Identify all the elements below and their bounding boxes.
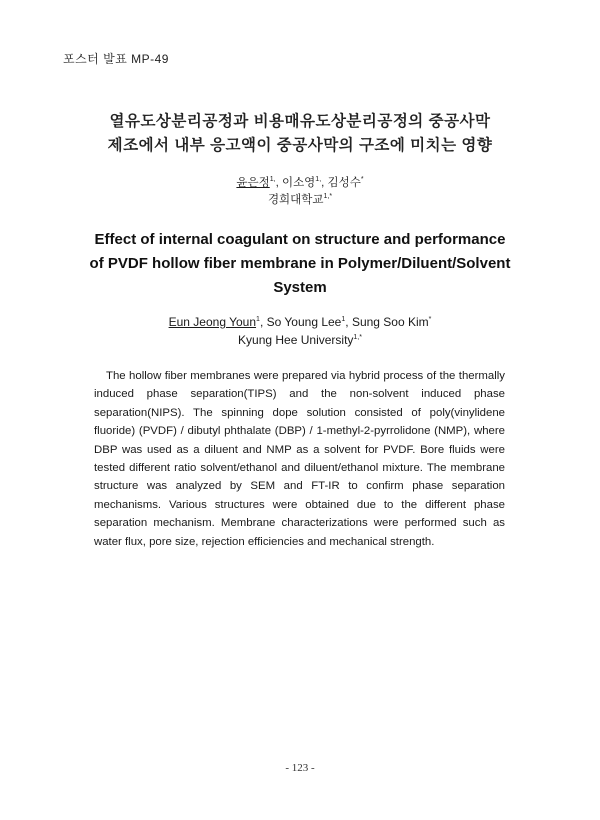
english-title-line-1: Effect of internal coagulant on structure and performance	[94, 231, 506, 248]
english-title-line-3: System	[273, 279, 327, 296]
author: 윤은정$^{1,}$,	[236, 176, 282, 189]
english-title	[0, 228, 600, 300]
english-affiliation: Kyung Hee University$^{1,*}$	[238, 333, 362, 347]
korean-title-line-2: 제조에서 내부 응고액이 중공사막의 구조에 미치는 영향	[107, 137, 493, 154]
author: 김성수*	[327, 176, 364, 189]
korean-authors	[0, 175, 600, 191]
author: Sung Soo Kim*	[351, 315, 432, 329]
session-label: 포스터 발표 MP-49	[63, 52, 169, 66]
korean-affiliation: 경희대학교$^{1,*}$	[267, 193, 333, 206]
page-number: - 123 -	[285, 762, 315, 774]
author: So Young Lee$^1$,	[266, 315, 352, 329]
korean-title-line-1: 열유도상분리공정과 비용매유도상분리공정의 중공사막	[109, 113, 491, 130]
abstract-text: The hollow fiber membranes were prepared via hybrid process of the thermally induced phase separation(TIPS) and the non-solvent induced phase separation(NIPS). The spinning dope solution consisted of poly(vinylidene fluoride) (PVDF) / dibutyl phthalate (DBP) / 1-methyl-2-pyrrolidone (NMP), where DBP was used as a diluent and NMP as a solvent for PVDF. Bore fluids were tested different ratio solvent/ethanol and diluent/ethanol mixture. The membrane structure was analyzed by SEM and FT-IR to confirm phase separation mechanisms. Various structures were obtained due to the different phase separation mechanism. Membrane characterizations were performed such as water flux, pore size, rejection efficiencies and mechanical strength.	[94, 370, 505, 548]
korean-title	[0, 110, 600, 158]
author: 이소영$^{1,}$,	[281, 176, 328, 189]
author: Eun Jeong Youn$^1$,	[168, 315, 267, 329]
english-title-line-2: of PVDF hollow fiber membrane in Polymer/Diluent/Solvent	[89, 255, 511, 272]
english-authors	[0, 313, 600, 331]
